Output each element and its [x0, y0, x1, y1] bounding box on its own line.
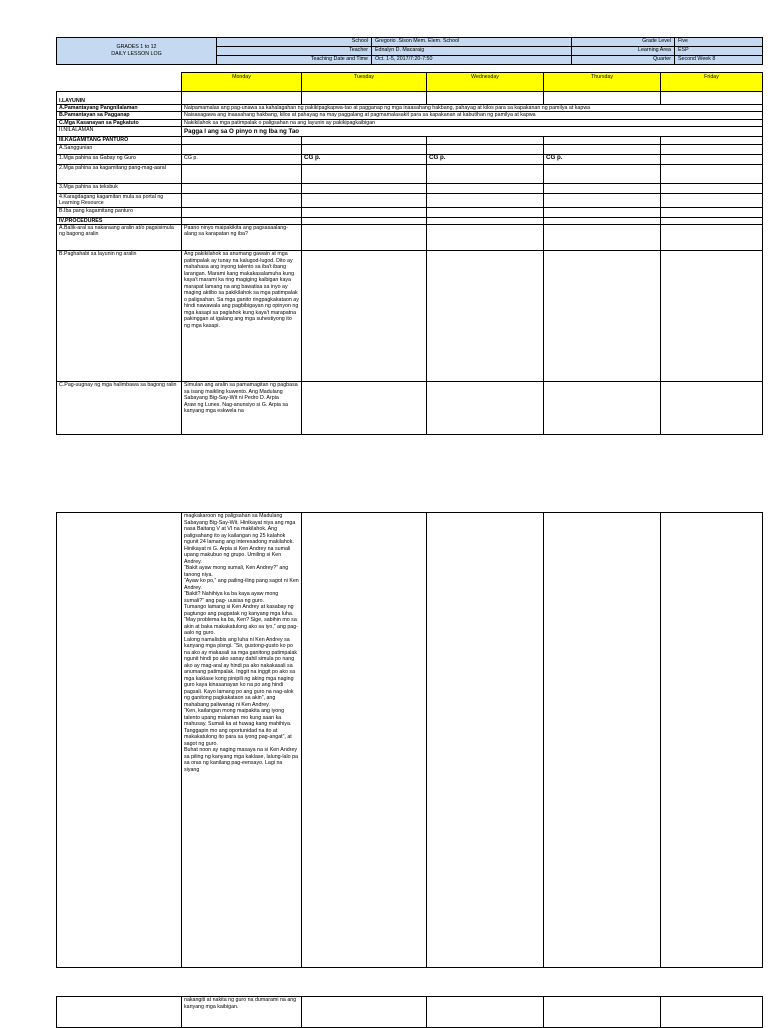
quarter-label: Quarter [572, 56, 675, 65]
lesson-table [56, 72, 763, 435]
balik-label: A.Balik-aral sa nakaraang aralin at/o pagsisimula ng bagong aralin [57, 225, 182, 251]
grade-value: Five [675, 38, 763, 47]
school-label: School [217, 38, 372, 47]
log-title-line2: DAILY LESSON LOG [111, 51, 162, 57]
pagganap-label: B.Pamantayan sa Pagganap [57, 112, 182, 119]
iba-label: B.Iba pang kagamitang panturo [57, 207, 182, 217]
kagamitan-heading: III.KAGAMITANG PANTURO [57, 137, 182, 144]
procedures-heading: IV.PROCEDURES [57, 217, 182, 224]
gabay-monday: CG p. [182, 154, 302, 164]
school-value: Gregorio .Sison Mem. Elem. School [372, 38, 572, 47]
gabay-tuesday: CG p. [302, 154, 427, 164]
pagkatuto-label: C.Mga Kasanayan sa Pagkatuto [57, 119, 182, 126]
pangnilalaman-label: A.Pamantayang Pangnilalaman [57, 105, 182, 112]
date-label: Teaching Date and Time [217, 56, 372, 65]
story-continuation: magkakaroon ng paligsahan sa Madulang Sabayang Big-Say-Wit. Hinikayat niya ang mga nasa Baitang V at VI na makilahok. Ang paligsahang ito ay kailangan ng 25 kalahok ngunit 24 lamang ang interesadong makilahok. Hinikayat ni G. Arpia si Ken Andrey na sumali upang makubuo ng grupo. Umiling si Ken Andrey. “Bakit ayaw mong sumali, Ken Andrey?” ang tanong niya. “Ayaw ko po,” ang pailing-iling pang sagot ni Ken Andrey. “Bakit? Nahihiya ka ba kaya ayaw mong sumali?” ang pag- uusisa ng guro. Tumango lamang si Ken Andrey at kasabay ng pagtungo ang pagpatak ng kanyang mga luha. “May problema ka ba, Ken? Sige, sabihin mo sa akin at baka makakatulong ako sa iyo,” ang pag-aalo ng guro. Lalong namalisbis ang luha ni Ken Andrey sa kanyang mga pisngi. “Sir, gustong-gusto ko po na ako ay makasali sa mga ganitong patimpalak ngunit hindi po ako sanay dahil simula po nang ako ay mag-aral ay hindi pa ako nakakasali sa anumang patimpalak. Inggit na inggit po ako sa mga kaklase kong pinipili ng aking mga naging guro kaya kinasanayan ko na po ang hindi pagsali. Kayo lamang po ang guro na nag-alok ng ganitong pagkakataon sa akin”, ang mahabang paliwanag ni Ken Andrey. “Ken, kailangan mong maipakita ang iyong talento upang malaman mo kung saan ka mahusay. Sumali ka at huwag kang mahihiya. Tanggapin mo ang oportunidad na ito at makakatulong ito para sa iyong pag-angat”, at sagot ng guro. Buhat noon ay naging masaya na si Ken Andrey sa piling ng kanyang mga kaklase, lalung-lalo pa sa oras ng kanilang pag-eensayo. Lagi na siyang [182, 513, 302, 968]
paguugnay-text: Simulan ang aralin sa pamamagitan ng pagbasa sa isang maikling kuwento. Ang Madulang Sabayang Big-Say-Wit ni Pedro D. Arpia Araw ng Lunes. Nag-anunsiyo si G. Arpia sa kanyang mga eskwela na [182, 382, 302, 435]
day-tuesday: Tuesday [302, 73, 427, 92]
log-title [57, 38, 217, 65]
log-title-line1: GRADES 1 to 12 [116, 43, 157, 50]
story-end: nakangiti at nakita ng guro na dumarami na ang kanyang mga kaibigan. [182, 997, 302, 1028]
balik-text: Paano ninyo maipakikita ang pagsasaalang-alang sa karapatan ng iba? [182, 225, 302, 251]
corner-cell [57, 73, 182, 92]
nilalaman-text: Pagga l ang sa O pinyo n ng Iba ng Tao [182, 127, 763, 137]
pagganap-text: Naisasagawa ang inaasahang hakbang, kilos at pahayag na may paggalang at pagmamalasakit para sa kapakanan at kabutihan ng pamilya at kapwa [182, 112, 763, 119]
teacher-value: Ednalyn D. Macaraig [372, 47, 572, 56]
story-end-table [56, 996, 763, 1028]
paghahabi-label: B.Paghahabi sa layunin ng aralin [57, 251, 182, 382]
area-label: Learning Area [572, 47, 675, 56]
area-value: ESP [675, 47, 763, 56]
nilalaman-label: II.NILALAMAN [57, 127, 182, 137]
kagamitang-label: 2.Mga pahina sa kagamitang pang-mag-aaral [57, 164, 182, 183]
teksbuk-label: 3.Mga pahina sa teksbuk [57, 183, 182, 193]
paghahabi-text: Ang pakikilahok sa anumang gawain at mga patimpalak ay tunay na kalugod-lugod. Dito ay mahahasa ang inyong talento sa iba't ibang larangan. Marami kang makakasalamuha kung kaya't marami ka ring magiging kaibigan kaya marapat lamang na ang bawatisa sa inyo ay maging aktibo sa pakikilahok sa mga patimpalak o paligsahan. Sa mga ganito ringpagkakataon ay hindi nawawala ang pagbibigayan ng opinyon ng mga kasapi sa paglahok kung kaya't marapatna pakinggan at igalang ang mga suhestiyong ito ng mga kasapi. [182, 251, 302, 382]
date-value: Oct. 1-5, 2017/7:20-7:50 [372, 56, 572, 65]
continuation-table [56, 512, 763, 968]
paguugnay-label: C.Pag-uugnay ng mga halimbawa sa bagong ralin [57, 382, 182, 435]
sanggunian-label: A.Sanggunian [57, 144, 182, 154]
pangnilalaman-text: Naipamamalas ang pag-unawa sa kahalagahan ng pakikipagkapwa-tao at pagganap ng mga inaasahang hakbang, pahayag at kilos para sa kapakanan ng pamilya at kapwa [182, 105, 763, 112]
pagkatuto-text: Nakikilahok sa mga patimpalak o paligsahan na ang layunin ay pakikipagkaibigan [182, 119, 763, 126]
gabay-thursday: CG p. [544, 154, 661, 164]
karagdagang-label: 4.Karagdagang kagamitan mula sa portal ng Learning Resource [57, 193, 182, 207]
quarter-value: Second Week 8 [675, 56, 763, 65]
day-wednesday: Wednesday [427, 73, 544, 92]
day-monday: Monday [182, 73, 302, 92]
layunin-heading: I.LAYUNIN [57, 92, 182, 105]
header-table [56, 37, 763, 65]
gabay-label: 1.Mga pahina sa Gabay ng Guro [57, 154, 182, 164]
day-thursday: Thursday [544, 73, 661, 92]
grade-label: Grade Level [572, 38, 675, 47]
day-friday: Friday [661, 73, 763, 92]
teacher-label: Teacher [217, 47, 372, 56]
gabay-wednesday: CG p. [427, 154, 544, 164]
